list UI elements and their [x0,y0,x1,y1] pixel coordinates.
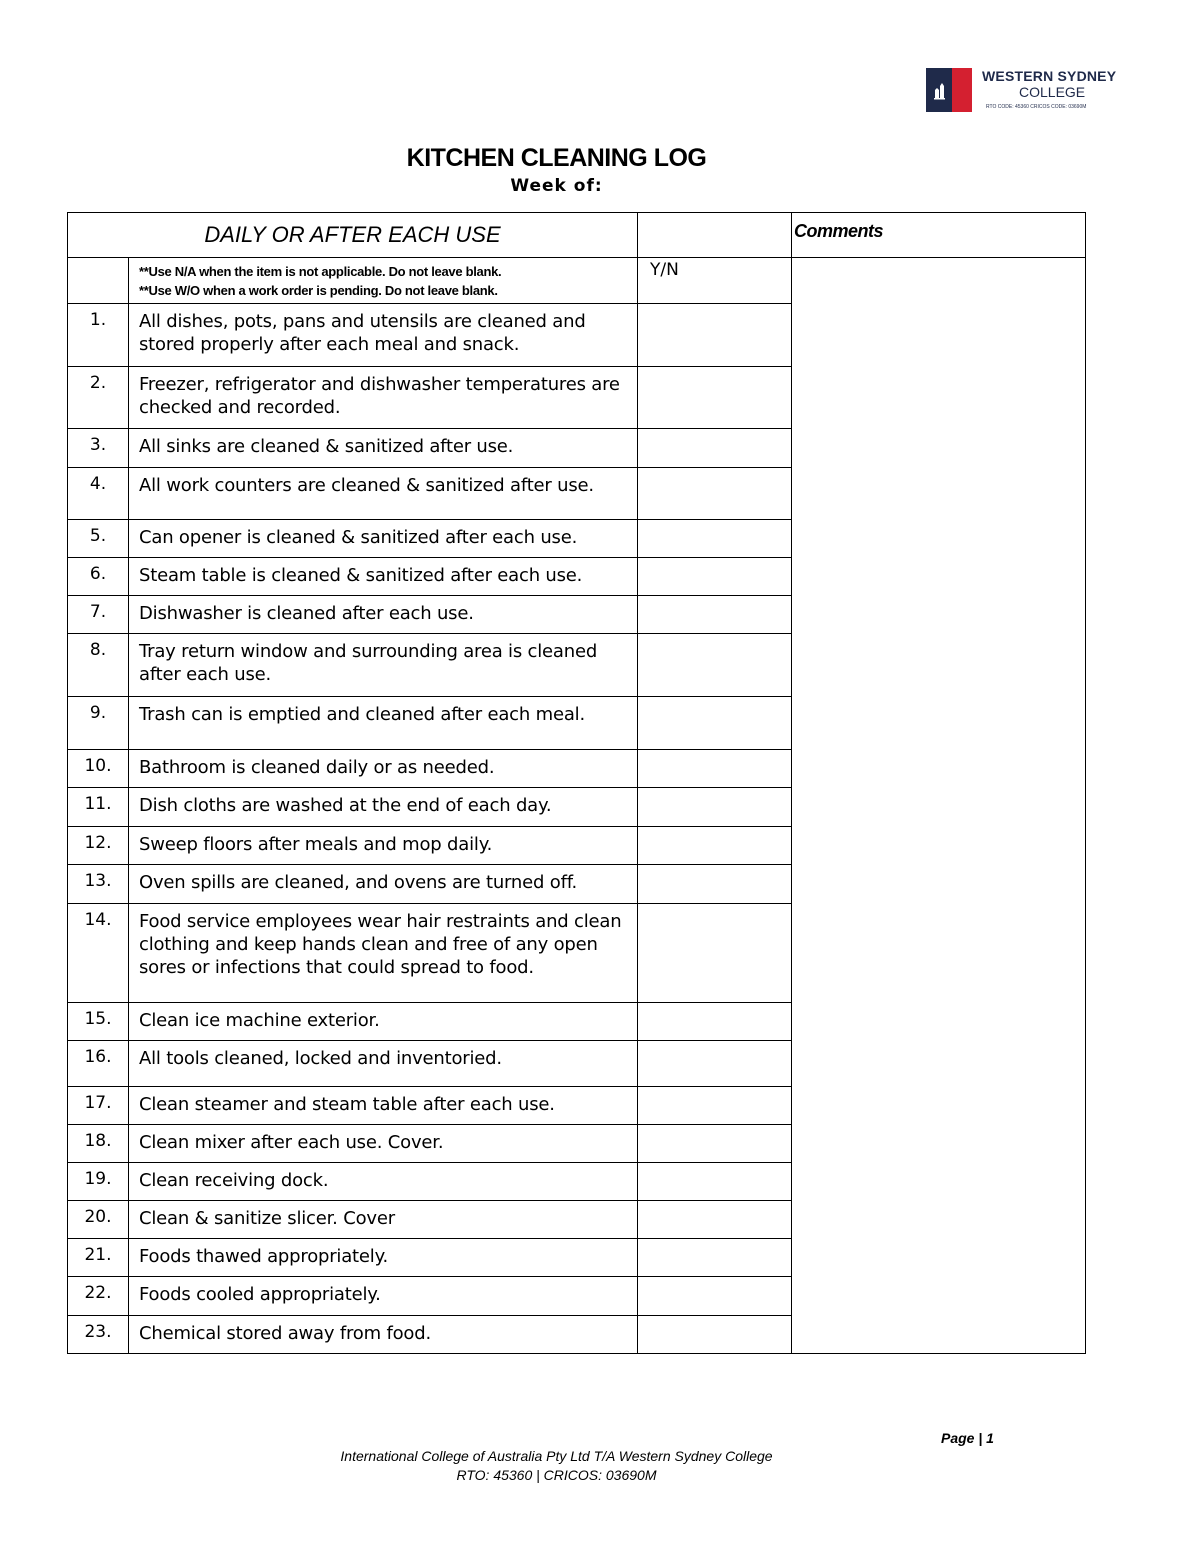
task-description: All sinks are cleaned & sanitized after use. [129,429,638,468]
item-number: 15. [68,1003,129,1041]
yn-entry-cell[interactable] [638,1316,792,1354]
task-description: Foods cooled appropriately. [129,1277,638,1316]
yn-entry-cell[interactable] [638,788,792,827]
task-description: Bathroom is cleaned daily or as needed. [129,750,638,788]
yn-entry-cell[interactable] [638,520,792,558]
yn-entry-cell[interactable] [638,429,792,468]
item-number: 1. [68,304,129,367]
note-wo: **Use W/O when a work order is pending. Do not leave blank. [139,283,498,298]
task-description: Tray return window and surrounding area is cleaned after each use. [129,634,638,697]
item-number: 16. [68,1041,129,1087]
item-number: 5. [68,520,129,558]
yn-entry-cell[interactable] [638,1087,792,1125]
item-number: 10. [68,750,129,788]
task-description: Oven spills are cleaned, and ovens are turned off. [129,865,638,904]
yn-entry-cell[interactable] [638,1277,792,1316]
item-number: 3. [68,429,129,468]
item-number: 9. [68,697,129,750]
item-number: 18. [68,1125,129,1163]
item-number: 20. [68,1201,129,1239]
logo-name-line1: WESTERN SYDNEY [982,68,1117,84]
yn-entry-cell[interactable] [638,1125,792,1163]
item-number: 6. [68,558,129,596]
task-description: Clean receiving dock. [129,1163,638,1201]
task-description: All dishes, pots, pans and utensils are cleaned and stored properly after each meal and snack. [129,304,638,367]
task-description: Foods thawed appropriately. [129,1239,638,1277]
yn-entry-cell[interactable] [638,1003,792,1041]
footer-company: International College of Australia Pty Ltd T/A Western Sydney College [340,1448,773,1464]
college-logo [926,68,1126,114]
task-description: Food service employees wear hair restraints and clean clothing and keep hands clean and free of any open sores or infections that could spread to food. [129,904,638,1003]
task-description: Steam table is cleaned & sanitized after each use. [129,558,638,596]
item-number: 17. [68,1087,129,1125]
table-header-row [68,213,1086,258]
yn-entry-cell[interactable] [638,865,792,904]
yn-entry-cell[interactable] [638,1163,792,1201]
yn-entry-cell[interactable] [638,1239,792,1277]
task-description: Freezer, refrigerator and dishwasher temperatures are checked and recorded. [129,367,638,429]
logo-name-line2: COLLEGE [1019,84,1086,100]
item-number: 21. [68,1239,129,1277]
task-description: Dish cloths are washed at the end of each day. [129,788,638,827]
task-description: Can opener is cleaned & sanitized after each use. [129,520,638,558]
instructions-row [68,258,1086,304]
task-description: Dishwasher is cleaned after each use. [129,596,638,634]
item-number: 22. [68,1277,129,1316]
yn-entry-cell[interactable] [638,367,792,429]
college-logo-icon [926,68,972,112]
item-number: 2. [68,367,129,429]
comments-heading: Comments [792,213,1086,258]
item-number: 11. [68,788,129,827]
yn-entry-cell[interactable] [638,634,792,697]
instructions-num-cell [68,258,129,304]
task-description: All work counters are cleaned & sanitized after use. [129,468,638,520]
comments-field[interactable] [792,258,1086,1354]
task-description: Clean steamer and steam table after each use. [129,1087,638,1125]
yn-entry-cell[interactable] [638,750,792,788]
page-number: Page | 1 [941,1430,994,1446]
task-description: Clean ice machine exterior. [129,1003,638,1041]
yn-entry-cell[interactable] [638,596,792,634]
task-description: Clean & sanitize slicer. Cover [129,1201,638,1239]
logo-subtext: RTO CODE: 45360 CRICOS CODE: 03690M [986,104,1087,110]
yn-entry-cell[interactable] [638,1201,792,1239]
item-number: 14. [68,904,129,1003]
yn-header-blank [638,213,792,258]
task-description: Sweep floors after meals and mop daily. [129,827,638,865]
footer-codes: RTO: 45360 | CRICOS: 03690M [456,1467,657,1483]
item-number: 7. [68,596,129,634]
task-description: All tools cleaned, locked and inventoried. [129,1041,638,1087]
note-na: **Use N/A when the item is not applicable. Do not leave blank. [139,264,502,279]
yn-heading: Y/N [638,258,792,304]
yn-entry-cell[interactable] [638,468,792,520]
item-number: 12. [68,827,129,865]
section-heading: DAILY OR AFTER EACH USE [68,213,638,258]
item-number: 8. [68,634,129,697]
item-number: 19. [68,1163,129,1201]
cleaning-log-table [67,212,1086,1354]
yn-entry-cell[interactable] [638,904,792,1003]
week-of-label: Week of: [510,176,603,196]
task-description: Clean mixer after each use. Cover. [129,1125,638,1163]
instructions-cell [129,258,638,304]
yn-entry-cell[interactable] [638,697,792,750]
yn-entry-cell[interactable] [638,827,792,865]
yn-entry-cell[interactable] [638,304,792,367]
item-number: 23. [68,1316,129,1354]
task-description: Trash can is emptied and cleaned after each meal. [129,697,638,750]
page-title: KITCHEN CLEANING LOG [406,144,707,172]
item-number: 4. [68,468,129,520]
yn-entry-cell[interactable] [638,1041,792,1087]
item-number: 13. [68,865,129,904]
yn-entry-cell[interactable] [638,558,792,596]
task-description: Chemical stored away from food. [129,1316,638,1354]
